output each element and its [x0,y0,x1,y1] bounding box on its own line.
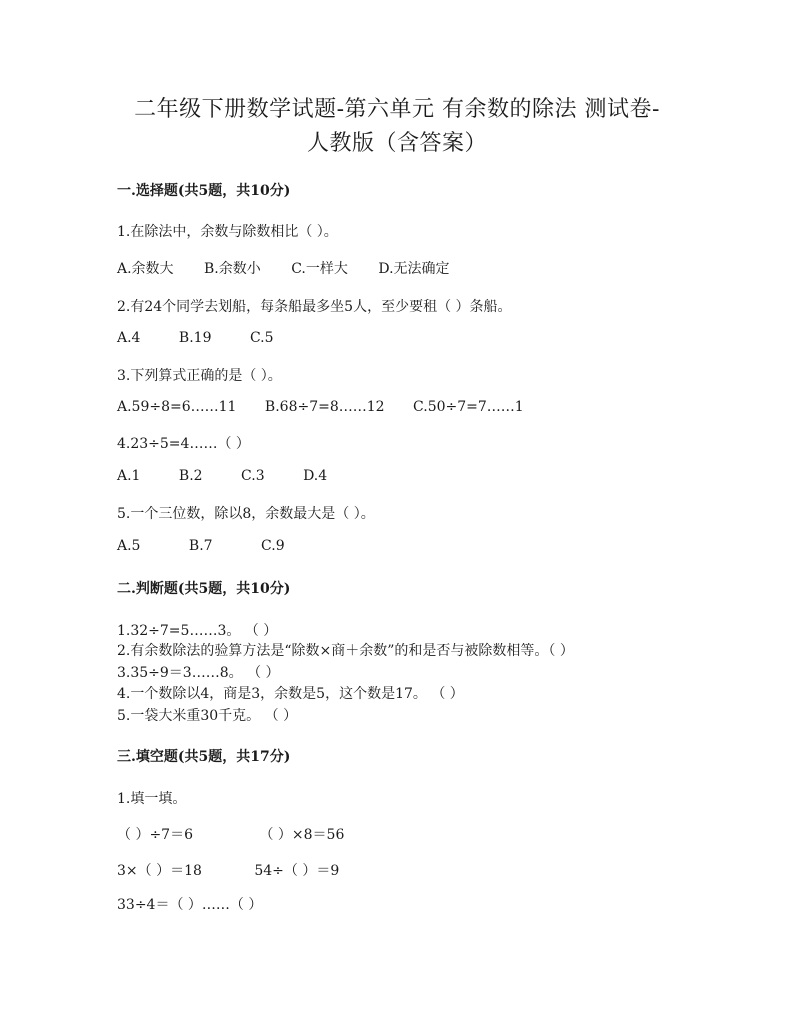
question-3-options [117,399,550,415]
option-c: C.3 [241,468,265,484]
section-heading-judgement: 二.判断题(共5题，共10分) [117,581,291,597]
page-title-line2: 人教版（含答案） [306,131,487,156]
judgement-item-2: 2.有余数除法的验算方法是“除数×商＋余数”的和是否与被除数相等。（ ） [117,643,574,659]
question-5: 5.一个三位数，除以8，余数最大是（ ）。 [117,506,375,522]
question-2-options [117,330,300,346]
option-a: A.1 [117,468,141,484]
option-b: B.余数小 [204,261,261,277]
option-b: B.19 [178,330,212,346]
page-title-line1: 二年级下册数学试题-第六单元 有余数的除法 测试卷- [134,97,660,122]
judgement-item-1: 1.32÷7=5……3。 （ ） [117,623,278,639]
option-c: C.5 [249,330,274,346]
option-d: D.无法确定 [378,261,450,277]
question-1-options [117,258,476,278]
fill-row-3 [117,894,288,914]
option-b: B.2 [178,468,203,484]
fill-expression: （ ）×8＝56 [259,827,345,843]
fill-expression: （ ）÷7＝6 [117,827,193,843]
question-2: 2.有24个同学去划船，每条船最多坐5人，至少要租（ ）条船。 [117,299,512,315]
fill-question-1: 1.填一填。 [117,791,187,807]
fill-row-2 [117,860,365,880]
section-heading-choice: 一.选择题(共5题，共10分) [117,183,291,199]
question-5-options [117,538,311,554]
fill-expression: 33÷4＝（ ）……（ ） [117,897,263,913]
option-a: A.余数大 [117,261,174,277]
judgement-item-4: 4.一个数除以4，商是3，余数是5，这个数是17。 （ ） [117,686,464,702]
question-1: 1.在除法中，余数与除数相比（ ）。 [117,224,338,240]
question-4-options [117,468,353,484]
question-4: 4.23÷5=4……（ ） [117,436,250,452]
option-a: A.59÷8=6……11 [117,399,237,415]
fill-row-1 [117,824,370,844]
option-a: A.5 [117,538,141,554]
judgement-item-3: 3.35÷9＝3……8。 （ ） [117,665,280,681]
option-d: D.4 [303,468,328,484]
option-b: B.7 [188,538,213,554]
judgement-item-5: 5.一袋大米重30千克。 （ ） [117,708,298,724]
option-b: B.68÷7=8……12 [264,399,385,415]
question-3: 3.下列算式正确的是（ ）。 [117,368,282,384]
fill-expression: 54÷（ ）＝9 [254,863,340,879]
option-a: A.4 [117,330,141,346]
fill-expression: 3×（ ）＝18 [117,863,202,879]
option-c: C.一样大 [291,261,348,277]
option-c: C.50÷7=7……1 [413,399,524,415]
section-heading-fill-blank: 三.填空题(共5题，共17分) [117,749,291,765]
option-c: C.9 [261,538,285,554]
